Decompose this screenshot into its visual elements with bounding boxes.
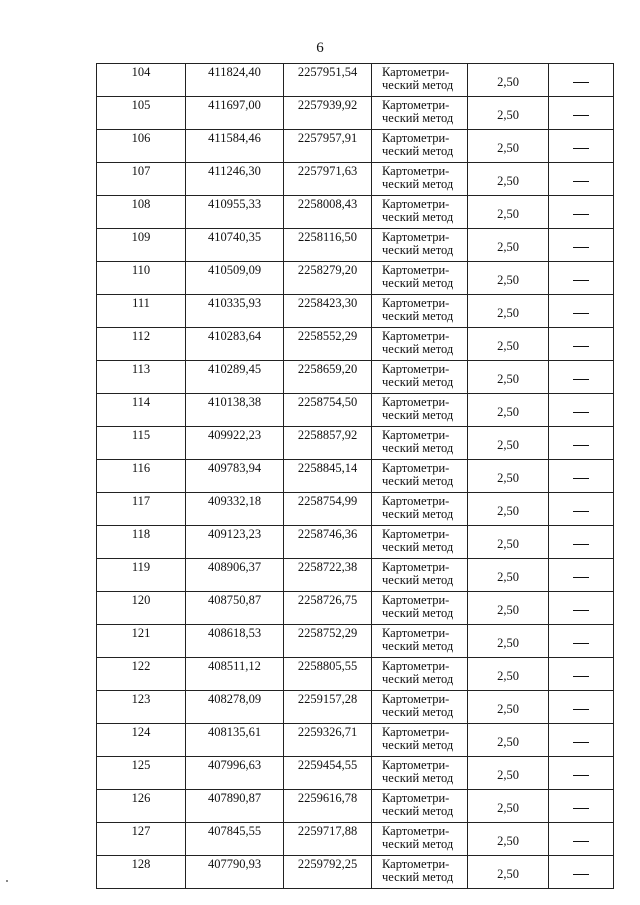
coordinate-y-cell: 2259157,28 xyxy=(284,691,372,724)
table-row xyxy=(97,64,614,97)
description-cell xyxy=(549,790,614,823)
dash-mark xyxy=(573,511,589,512)
method-cell xyxy=(372,724,468,757)
description-cell xyxy=(549,823,614,856)
method-text-line2: ческий метод xyxy=(382,243,454,257)
dash-mark xyxy=(573,874,589,875)
table-row xyxy=(97,163,614,196)
accuracy-cell: 2,50 xyxy=(468,592,549,625)
accuracy-cell: 2,50 xyxy=(468,823,549,856)
method-cell xyxy=(372,130,468,163)
description-cell xyxy=(549,757,614,790)
accuracy-cell: 2,50 xyxy=(468,394,549,427)
coordinate-x-cell: 410335,93 xyxy=(186,295,284,328)
method-text-line2: ческий метод xyxy=(382,408,454,422)
accuracy-cell: 2,50 xyxy=(468,526,549,559)
description-cell xyxy=(549,526,614,559)
coordinate-x-cell: 407790,93 xyxy=(186,856,284,889)
table-row xyxy=(97,262,614,295)
coordinate-y-cell: 2258116,50 xyxy=(284,229,372,262)
table-row xyxy=(97,625,614,658)
point-number-cell: 111 xyxy=(97,295,186,328)
method-text-line2: ческий метод xyxy=(382,78,454,92)
description-cell xyxy=(549,196,614,229)
coordinate-y-cell: 2258722,38 xyxy=(284,559,372,592)
point-number-cell: 105 xyxy=(97,97,186,130)
point-number-cell: 119 xyxy=(97,559,186,592)
accuracy-cell: 2,50 xyxy=(468,460,549,493)
coordinate-x-cell: 408618,53 xyxy=(186,625,284,658)
point-number-cell: 108 xyxy=(97,196,186,229)
table-row xyxy=(97,460,614,493)
method-cell xyxy=(372,295,468,328)
method-text-line1: Картометри- xyxy=(382,230,450,244)
coordinate-y-cell: 2257957,91 xyxy=(284,130,372,163)
accuracy-cell: 2,50 xyxy=(468,724,549,757)
method-text-line1: Картометри- xyxy=(382,626,450,640)
dash-mark xyxy=(573,775,589,776)
method-cell xyxy=(372,64,468,97)
method-cell xyxy=(372,394,468,427)
accuracy-cell: 2,50 xyxy=(468,427,549,460)
description-cell xyxy=(549,328,614,361)
description-cell xyxy=(549,97,614,130)
dash-mark xyxy=(573,247,589,248)
table-row xyxy=(97,229,614,262)
coordinate-x-cell: 408278,09 xyxy=(186,691,284,724)
method-text-line1: Картометри- xyxy=(382,527,450,541)
point-number-cell: 114 xyxy=(97,394,186,427)
description-cell xyxy=(549,625,614,658)
accuracy-cell: 2,50 xyxy=(468,559,549,592)
scan-speck xyxy=(6,880,8,882)
method-cell xyxy=(372,592,468,625)
method-cell xyxy=(372,163,468,196)
method-cell xyxy=(372,361,468,394)
coordinate-y-cell: 2258726,75 xyxy=(284,592,372,625)
coordinate-y-cell: 2258279,20 xyxy=(284,262,372,295)
table-row xyxy=(97,97,614,130)
table-row xyxy=(97,427,614,460)
method-text-line2: ческий метод xyxy=(382,309,454,323)
point-number-cell: 110 xyxy=(97,262,186,295)
method-text-line1: Картометри- xyxy=(382,824,450,838)
method-text-line2: ческий метод xyxy=(382,441,454,455)
dash-mark xyxy=(573,742,589,743)
method-text-line1: Картометри- xyxy=(382,857,450,871)
coordinate-x-cell: 408135,61 xyxy=(186,724,284,757)
method-cell xyxy=(372,262,468,295)
method-text-line2: ческий метод xyxy=(382,474,454,488)
dash-mark xyxy=(573,610,589,611)
accuracy-cell: 2,50 xyxy=(468,757,549,790)
coordinate-y-cell: 2258423,30 xyxy=(284,295,372,328)
method-cell xyxy=(372,196,468,229)
method-cell xyxy=(372,691,468,724)
method-text-line2: ческий метод xyxy=(382,210,454,224)
method-text-line1: Картометри- xyxy=(382,98,450,112)
dash-mark xyxy=(573,577,589,578)
coordinates-table-body xyxy=(97,64,614,889)
dash-mark xyxy=(573,709,589,710)
coordinate-y-cell: 2258008,43 xyxy=(284,196,372,229)
coordinate-x-cell: 410289,45 xyxy=(186,361,284,394)
method-text-line2: ческий метод xyxy=(382,837,454,851)
accuracy-cell: 2,50 xyxy=(468,658,549,691)
point-number-cell: 123 xyxy=(97,691,186,724)
method-text-line1: Картометри- xyxy=(382,263,450,277)
description-cell xyxy=(549,64,614,97)
description-cell xyxy=(549,130,614,163)
table-row xyxy=(97,658,614,691)
method-text-line1: Картометри- xyxy=(382,329,450,343)
method-text-line1: Картометри- xyxy=(382,395,450,409)
point-number-cell: 109 xyxy=(97,229,186,262)
method-text-line1: Картометри- xyxy=(382,65,450,79)
method-text-line1: Картометри- xyxy=(382,593,450,607)
coordinate-y-cell: 2257939,92 xyxy=(284,97,372,130)
table-row xyxy=(97,295,614,328)
coordinate-y-cell: 2259454,55 xyxy=(284,757,372,790)
point-number-cell: 120 xyxy=(97,592,186,625)
point-number-cell: 107 xyxy=(97,163,186,196)
table-row xyxy=(97,394,614,427)
method-text-line1: Картометри- xyxy=(382,461,450,475)
description-cell xyxy=(549,493,614,526)
method-text-line1: Картометри- xyxy=(382,494,450,508)
dash-mark xyxy=(573,643,589,644)
description-cell xyxy=(549,856,614,889)
method-text-line2: ческий метод xyxy=(382,738,454,752)
method-text-line1: Картометри- xyxy=(382,164,450,178)
description-cell xyxy=(549,559,614,592)
coordinate-y-cell: 2258659,20 xyxy=(284,361,372,394)
method-cell xyxy=(372,97,468,130)
description-cell xyxy=(549,460,614,493)
coordinate-y-cell: 2258845,14 xyxy=(284,460,372,493)
dash-mark xyxy=(573,841,589,842)
point-number-cell: 126 xyxy=(97,790,186,823)
coordinate-x-cell: 409783,94 xyxy=(186,460,284,493)
table-row xyxy=(97,724,614,757)
point-number-cell: 122 xyxy=(97,658,186,691)
coordinate-x-cell: 411697,00 xyxy=(186,97,284,130)
dash-mark xyxy=(573,148,589,149)
accuracy-cell: 2,50 xyxy=(468,229,549,262)
table-row xyxy=(97,757,614,790)
accuracy-cell: 2,50 xyxy=(468,97,549,130)
coordinate-x-cell: 410509,09 xyxy=(186,262,284,295)
dash-mark xyxy=(573,313,589,314)
method-text-line2: ческий метод xyxy=(382,276,454,290)
method-text-line2: ческий метод xyxy=(382,375,454,389)
method-cell xyxy=(372,856,468,889)
method-text-line2: ческий метод xyxy=(382,507,454,521)
point-number-cell: 121 xyxy=(97,625,186,658)
coordinates-table xyxy=(96,63,614,889)
coordinate-x-cell: 411584,46 xyxy=(186,130,284,163)
coordinate-x-cell: 411824,40 xyxy=(186,64,284,97)
coordinate-x-cell: 408511,12 xyxy=(186,658,284,691)
coordinate-x-cell: 410283,64 xyxy=(186,328,284,361)
coordinate-x-cell: 409922,23 xyxy=(186,427,284,460)
coordinate-x-cell: 410138,38 xyxy=(186,394,284,427)
table-row xyxy=(97,130,614,163)
method-text-line2: ческий метод xyxy=(382,606,454,620)
method-text-line1: Картометри- xyxy=(382,296,450,310)
method-text-line2: ческий метод xyxy=(382,177,454,191)
method-cell xyxy=(372,229,468,262)
method-text-line1: Картометри- xyxy=(382,428,450,442)
method-text-line2: ческий метод xyxy=(382,870,454,884)
dash-mark xyxy=(573,214,589,215)
table-row xyxy=(97,526,614,559)
method-text-line2: ческий метод xyxy=(382,573,454,587)
table-row xyxy=(97,361,614,394)
coordinate-x-cell: 410955,33 xyxy=(186,196,284,229)
accuracy-cell: 2,50 xyxy=(468,691,549,724)
coordinate-y-cell: 2258805,55 xyxy=(284,658,372,691)
method-cell xyxy=(372,526,468,559)
description-cell xyxy=(549,394,614,427)
method-text-line2: ческий метод xyxy=(382,672,454,686)
accuracy-cell: 2,50 xyxy=(468,493,549,526)
table-row xyxy=(97,856,614,889)
method-text-line1: Картометри- xyxy=(382,758,450,772)
method-cell xyxy=(372,328,468,361)
accuracy-cell: 2,50 xyxy=(468,856,549,889)
accuracy-cell: 2,50 xyxy=(468,196,549,229)
dash-mark xyxy=(573,808,589,809)
method-text-line1: Картометри- xyxy=(382,560,450,574)
table-row xyxy=(97,328,614,361)
method-cell xyxy=(372,823,468,856)
coordinate-y-cell: 2259616,78 xyxy=(284,790,372,823)
description-cell xyxy=(549,295,614,328)
coordinate-y-cell: 2258746,36 xyxy=(284,526,372,559)
method-cell xyxy=(372,427,468,460)
method-text-line1: Картометри- xyxy=(382,725,450,739)
dash-mark xyxy=(573,379,589,380)
coordinate-x-cell: 409123,23 xyxy=(186,526,284,559)
dash-mark xyxy=(573,478,589,479)
point-number-cell: 115 xyxy=(97,427,186,460)
point-number-cell: 128 xyxy=(97,856,186,889)
method-cell xyxy=(372,625,468,658)
method-cell xyxy=(372,658,468,691)
method-text-line2: ческий метод xyxy=(382,144,454,158)
dash-mark xyxy=(573,412,589,413)
method-text-line2: ческий метод xyxy=(382,540,454,554)
description-cell xyxy=(549,691,614,724)
coordinate-y-cell: 2258752,29 xyxy=(284,625,372,658)
point-number-cell: 118 xyxy=(97,526,186,559)
description-cell xyxy=(549,262,614,295)
method-text-line1: Картометри- xyxy=(382,791,450,805)
coordinate-y-cell: 2258754,99 xyxy=(284,493,372,526)
dash-mark xyxy=(573,181,589,182)
point-number-cell: 127 xyxy=(97,823,186,856)
accuracy-cell: 2,50 xyxy=(468,361,549,394)
accuracy-cell: 2,50 xyxy=(468,295,549,328)
accuracy-cell: 2,50 xyxy=(468,64,549,97)
method-cell xyxy=(372,559,468,592)
point-number-cell: 106 xyxy=(97,130,186,163)
method-text-line1: Картометри- xyxy=(382,692,450,706)
point-number-cell: 116 xyxy=(97,460,186,493)
coordinate-x-cell: 411246,30 xyxy=(186,163,284,196)
coordinate-x-cell: 408750,87 xyxy=(186,592,284,625)
coordinate-y-cell: 2259326,71 xyxy=(284,724,372,757)
dash-mark xyxy=(573,544,589,545)
accuracy-cell: 2,50 xyxy=(468,790,549,823)
method-text-line1: Картометри- xyxy=(382,659,450,673)
dash-mark xyxy=(573,82,589,83)
table-row xyxy=(97,592,614,625)
coordinate-y-cell: 2258754,50 xyxy=(284,394,372,427)
accuracy-cell: 2,50 xyxy=(468,163,549,196)
description-cell xyxy=(549,361,614,394)
coordinate-y-cell: 2258552,29 xyxy=(284,328,372,361)
method-text-line2: ческий метод xyxy=(382,342,454,356)
method-cell xyxy=(372,790,468,823)
method-text-line2: ческий метод xyxy=(382,639,454,653)
table-row xyxy=(97,196,614,229)
coordinate-x-cell: 410740,35 xyxy=(186,229,284,262)
method-text-line1: Картометри- xyxy=(382,131,450,145)
point-number-cell: 104 xyxy=(97,64,186,97)
point-number-cell: 125 xyxy=(97,757,186,790)
dash-mark xyxy=(573,676,589,677)
coordinate-x-cell: 407996,63 xyxy=(186,757,284,790)
coordinate-x-cell: 407845,55 xyxy=(186,823,284,856)
table-row xyxy=(97,691,614,724)
coordinate-y-cell: 2258857,92 xyxy=(284,427,372,460)
accuracy-cell: 2,50 xyxy=(468,625,549,658)
coordinate-x-cell: 409332,18 xyxy=(186,493,284,526)
method-text-line2: ческий метод xyxy=(382,771,454,785)
dash-mark xyxy=(573,445,589,446)
coordinate-y-cell: 2259717,88 xyxy=(284,823,372,856)
description-cell xyxy=(549,658,614,691)
coordinate-y-cell: 2257971,63 xyxy=(284,163,372,196)
description-cell xyxy=(549,163,614,196)
accuracy-cell: 2,50 xyxy=(468,130,549,163)
table-row xyxy=(97,493,614,526)
method-cell xyxy=(372,757,468,790)
point-number-cell: 113 xyxy=(97,361,186,394)
table-row xyxy=(97,823,614,856)
dash-mark xyxy=(573,346,589,347)
coordinate-x-cell: 408906,37 xyxy=(186,559,284,592)
description-cell xyxy=(549,724,614,757)
page-number: 6 xyxy=(316,40,324,56)
method-text-line1: Картометри- xyxy=(382,362,450,376)
coordinate-y-cell: 2259792,25 xyxy=(284,856,372,889)
point-number-cell: 124 xyxy=(97,724,186,757)
point-number-cell: 117 xyxy=(97,493,186,526)
method-text-line1: Картометри- xyxy=(382,197,450,211)
description-cell xyxy=(549,229,614,262)
method-text-line2: ческий метод xyxy=(382,705,454,719)
method-cell xyxy=(372,493,468,526)
accuracy-cell: 2,50 xyxy=(468,262,549,295)
coordinate-x-cell: 407890,87 xyxy=(186,790,284,823)
method-cell xyxy=(372,460,468,493)
coordinate-y-cell: 2257951,54 xyxy=(284,64,372,97)
description-cell xyxy=(549,427,614,460)
method-text-line2: ческий метод xyxy=(382,804,454,818)
accuracy-cell: 2,50 xyxy=(468,328,549,361)
point-number-cell: 112 xyxy=(97,328,186,361)
dash-mark xyxy=(573,115,589,116)
description-cell xyxy=(549,592,614,625)
table-row xyxy=(97,559,614,592)
dash-mark xyxy=(573,280,589,281)
method-text-line2: ческий метод xyxy=(382,111,454,125)
table-row xyxy=(97,790,614,823)
